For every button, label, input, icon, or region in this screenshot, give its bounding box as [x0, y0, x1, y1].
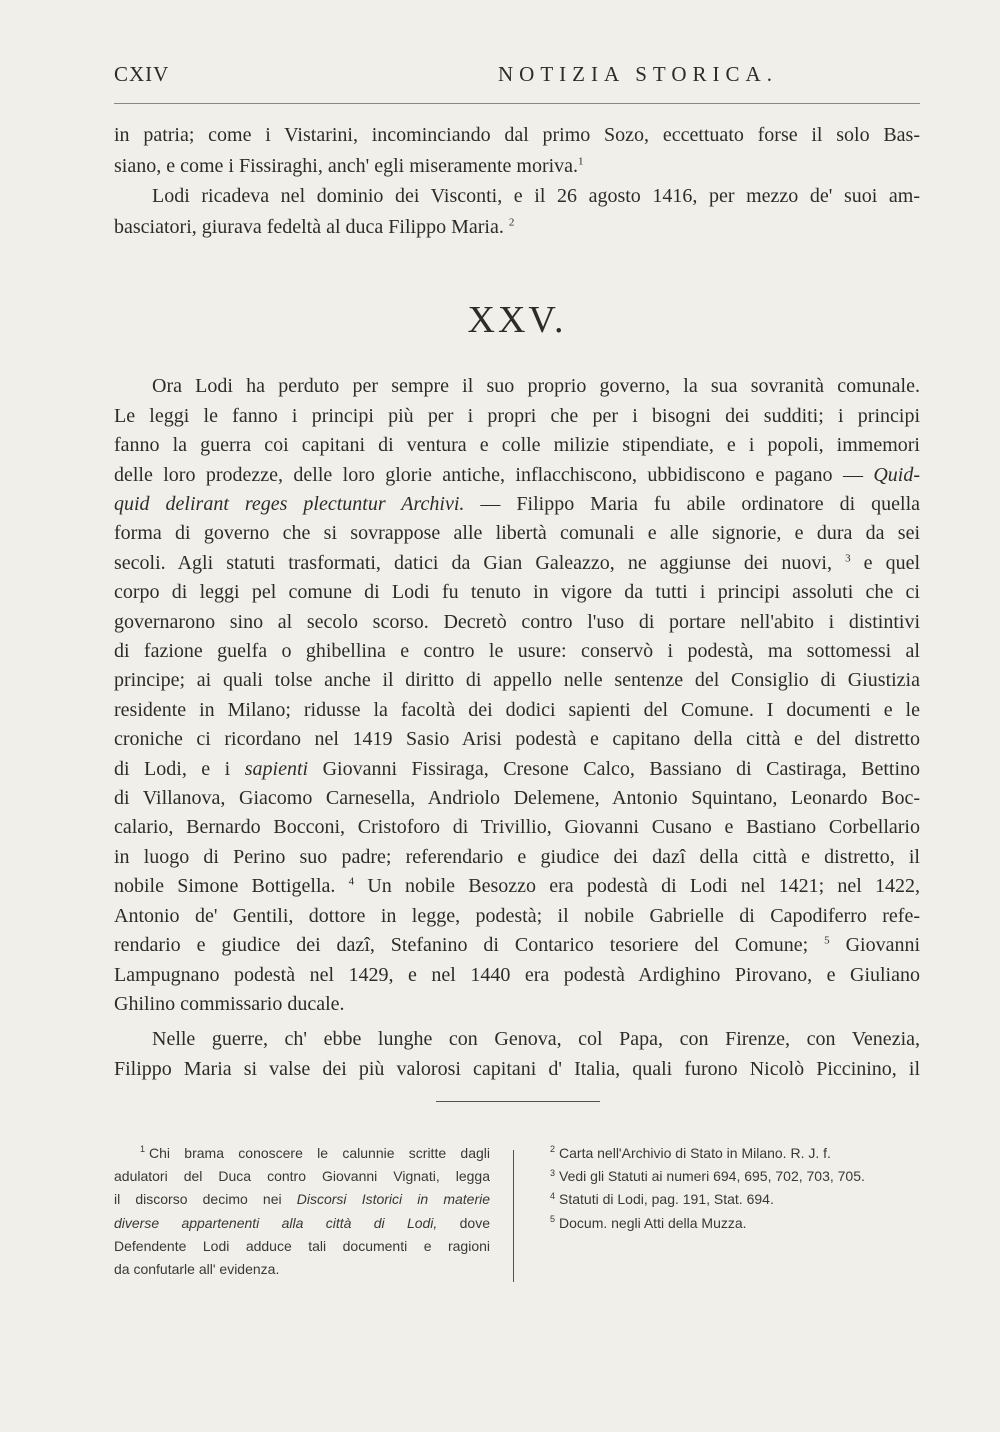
- footnote-line: $^4$ Statuti di Lodi, pag. 191, Stat. 694.: [550, 1190, 774, 1208]
- text-line: di fazione guelfa o ghibellina e contro le usure: conservò i podestà, ma sottomessi al: [114, 640, 920, 663]
- text-line: basciatori, giurava fedeltà al duca Filippo Maria. $^2$: [114, 215, 515, 238]
- footnote-marker: 3: [550, 1167, 556, 1178]
- text-line: in luogo di Perino suo padre; referendario e giudice dei dazî della città e distretto, il: [114, 845, 920, 868]
- footnote-line: $^3$ Vedi gli Statuti ai numeri 694, 695, 702, 703, 705.: [550, 1167, 865, 1185]
- footnote-reference: 1: [578, 154, 584, 167]
- header-rule: [114, 103, 920, 104]
- text-line: Antonio de' Gentili, dottore in legge, podestà; il nobile Gabrielle di Capodiferro refe-: [114, 904, 920, 927]
- footnote-separator: [436, 1101, 600, 1102]
- main-paragraphs: [114, 372, 920, 1084]
- latin-quote: Quid-: [873, 463, 921, 486]
- footnote-line: diverse appartenenti alla città di Lodi, dove: [114, 1214, 490, 1231]
- text-line: Lodi ricadeva nel dominio dei Visconti, e il 26 agosto 1416, per mezzo de' suoi am-: [152, 185, 920, 208]
- footnote-line: da confutarle all' evidenza.: [114, 1261, 280, 1278]
- footnote-line: adulatori del Duca contro Giovanni Vignati, legga: [114, 1168, 490, 1185]
- footnote-reference: 2: [508, 216, 515, 229]
- book-title: Discorsi Istorici in materie: [296, 1191, 491, 1208]
- text-line: governarono sino al secolo scorso. Decretò contro l'uso di portare nell'abito i distintivi: [114, 610, 920, 633]
- text-line: fanno la guerra coi capitani di ventura e colle milizie stipendiate, e i popoli, immemori: [114, 434, 920, 457]
- text-line: Filippo Maria si valse dei più valorosi capitani d' Italia, quali furono Nicolò Piccinino, il: [114, 1057, 920, 1080]
- latin-quote: quid delirant reges plectuntur Archivi.: [114, 493, 465, 515]
- footnote-line: il discorso decimo nei Discorsi Istorici in materie: [114, 1191, 491, 1208]
- footnotes-right-column: [550, 1142, 930, 1235]
- text-line: secoli. Agli statuti trasformati, datici da Gian Galeazzo, ne aggiunse dei nuovi, $^3$ e quel: [114, 551, 921, 574]
- footnote-line: Defendente Lodi adduce tali documenti e ragioni: [114, 1237, 490, 1254]
- text-line: di Lodi, e i sapienti Giovanni Fissiraga, Cresone Calco, Bassiano di Castiraga, Bettino: [114, 757, 921, 780]
- text-line: in patria; come i Vistarini, incominciando dal primo Sozo, eccettuato forse il solo Bas-: [114, 124, 920, 146]
- footnote-reference: 5: [824, 934, 830, 947]
- footnote-reference: 3: [845, 552, 851, 565]
- text-line: Ora Lodi ha perduto per sempre il suo proprio governo, la sua sovranità comunale.: [152, 375, 920, 398]
- body-text: [114, 120, 920, 1084]
- footnote-reference: 4: [348, 875, 355, 888]
- footnote-line: $^1$ Chi brama conoscere le calunnie scritte dagli: [140, 1144, 490, 1161]
- footnote-marker: 5: [550, 1213, 556, 1224]
- text-line: Le leggi le fanno i principi più per i propri che per i bisogni dei sudditi; i principi: [114, 404, 920, 427]
- text-line: quid delirant reges plectuntur Archivi. — Filippo Maria fu abile ordinatore di quella: [114, 493, 921, 515]
- footnote-line: $^5$ Docum. negli Atti della Muzza.: [550, 1213, 747, 1231]
- section-heading: XXV.: [467, 299, 567, 342]
- text-line: Ghilino commissario ducale.: [114, 992, 345, 1015]
- page-number: CXIV: [114, 62, 170, 86]
- text-line: delle loro prodezze, delle loro glorie antiche, inflacchiscono, ubbidiscono e pagano — Quid-: [114, 463, 921, 486]
- text-line: croniche ci ricordano nel 1419 Sasio Arisi podestà e capitano della città e del distretto: [114, 728, 920, 751]
- text-line: calario, Bernardo Bocconi, Cristoforo di Trivillio, Giovanni Cusano e Bastiano Corbellario: [114, 816, 920, 839]
- page-header: [114, 62, 920, 92]
- text-line: nobile Simone Bottigella. $^4$ Un nobile Besozzo era podestà di Lodi nel 1421; nel 1422,: [114, 875, 920, 898]
- text-line: rendario e giudice dei dazî, Stefanino di Contarico tesoriere del Comune; $^5$ Giovanni: [114, 934, 920, 957]
- footnote-marker: 1: [140, 1144, 146, 1155]
- running-title: NOTIZIA STORICA.: [498, 62, 778, 86]
- footnote-marker: 4: [550, 1190, 556, 1201]
- text-line: corpo di leggi pel comune di Lodi fu tenuto in vigore da tutti i principi assoluti che ci: [114, 581, 920, 604]
- footnote-column-divider: [513, 1150, 514, 1282]
- text-line: Nelle guerre, ch' ebbe lunghe con Genova, col Papa, con Firenze, con Venezia,: [152, 1028, 920, 1051]
- text-line: forma di governo che si sovrappose alle libertà comunali e alle signorie, e dura da sei: [114, 522, 920, 545]
- text-line: siano, e come i Fissiraghi, anch' egli miseramente moriva.$^1$: [114, 154, 584, 177]
- text-line: principe; ai quali tolse anche il diritto di appello nelle sentenze del Consiglio di Giustizia: [114, 669, 920, 692]
- italic-term: sapienti: [244, 757, 309, 780]
- footnote-marker: 2: [550, 1144, 556, 1155]
- text-line: Lampugnano podestà nel 1429, e nel 1440 era podestà Ardighino Pirovano, e Giuliano: [114, 963, 920, 986]
- book-title: diverse appartenenti alla città di Lodi,: [114, 1214, 438, 1231]
- intro-paragraphs: [114, 120, 920, 242]
- footnotes-left-column: [114, 1142, 490, 1281]
- text-line: residente in Milano; ridusse la facoltà dei dodici sapienti del Comune. I documenti e le: [114, 698, 920, 721]
- text-line: di Villanova, Giacomo Carnesella, Andriolo Delemene, Antonio Squintano, Leonardo Boc-: [114, 787, 920, 810]
- footnote-line: $^2$ Carta nell'Archivio di Stato in Milano. R. J. f.: [550, 1144, 831, 1161]
